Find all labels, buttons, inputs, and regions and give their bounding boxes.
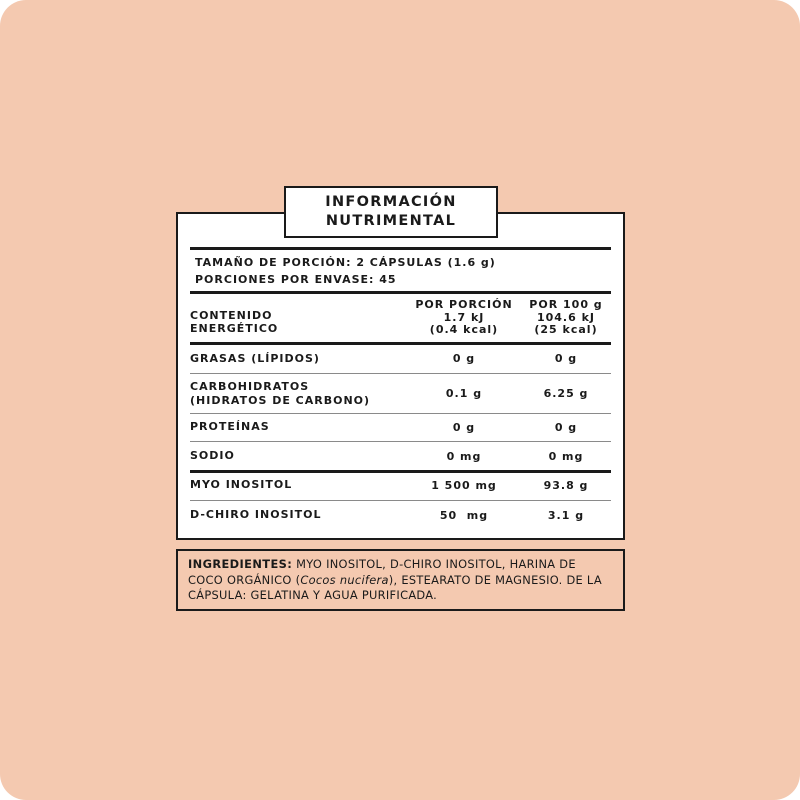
row-myo-inositol-name: MYO INOSITOL (190, 478, 293, 491)
row-myo-inositol-per-100g: 93.8 g (543, 479, 589, 492)
servings-per-container: PORCIONES POR ENVASE: 45 (195, 273, 397, 286)
energy-per-100g-kcal: (25 kcal) (534, 323, 598, 336)
energy-per-serving-kcal: (0.4 kcal) (429, 323, 499, 336)
row-fats-per-100g: 0 g (554, 352, 578, 365)
energy-per-serving-kj: 1.7 kJ (443, 311, 485, 324)
title-box (284, 186, 498, 238)
energy-label-line-1: CONTENIDO (190, 309, 273, 322)
row-sodium-per-serving: 0 mg (446, 450, 482, 463)
title-line-1: INFORMACIÓN (325, 194, 457, 210)
ingredients-scientific-name: Cocos nucifera (300, 572, 389, 587)
ingredients-list-part-2: ), ESTEARATO DE MAGNESIO. DE LA CÁPSULA: GELATINA Y AGUA PURIFICADA. (188, 572, 602, 602)
row-carbs-per-100g: 6.25 g (543, 387, 589, 400)
row-d-chiro-inositol-per-serving: 50 mg (439, 509, 489, 522)
energy-label-line-2: ENERGÉTICO (190, 322, 279, 335)
divider-row (190, 500, 611, 501)
row-d-chiro-inositol-name: D-CHIRO INOSITOL (190, 508, 322, 521)
row-protein-per-serving: 0 g (452, 421, 476, 434)
title-line-2: NUTRIMENTAL (325, 213, 457, 229)
ingredients-list-part-1: MYO INOSITOL, D-CHIRO INOSITOL, HARINA DE COCO ORGÁNICO ( (188, 557, 576, 587)
row-protein-per-100g: 0 g (554, 421, 578, 434)
serving-size: TAMAÑO DE PORCIÓN: 2 CÁPSULAS (1.6 g) (195, 256, 496, 269)
row-d-chiro-inositol-per-100g: 3.1 g (547, 509, 585, 522)
energy-per-100g-kj: 104.6 kJ (536, 311, 596, 324)
ingredients-text (188, 557, 613, 604)
row-myo-inositol-per-serving: 1 500 mg (431, 479, 497, 492)
row-carbs-per-serving: 0.1 g (445, 387, 483, 400)
divider-row (190, 441, 611, 442)
divider-serving (190, 291, 611, 294)
divider-row (190, 373, 611, 374)
row-fats-name: GRASAS (LÍPIDOS) (190, 352, 320, 365)
row-protein-name: PROTEÍNAS (190, 420, 270, 433)
divider-top (190, 247, 611, 250)
nutrition-facts-panel (176, 212, 625, 540)
row-sodium-per-100g: 0 mg (548, 450, 584, 463)
divider-row (190, 413, 611, 414)
row-carbs-name: CARBOHIDRATOS (190, 380, 310, 393)
row-sodium-name: SODIO (190, 449, 235, 462)
ingredients-box (176, 549, 625, 611)
column-header-per-serving: POR PORCIÓN (415, 298, 513, 311)
column-header-per-100g: POR 100 g (529, 298, 603, 311)
divider-energy (190, 342, 611, 345)
row-fats-per-serving: 0 g (452, 352, 476, 365)
ingredients-heading: INGREDIENTES: (188, 557, 293, 571)
row-carbs-name-2: (HIDRATOS DE CARBONO) (190, 394, 371, 407)
divider-supplements (190, 470, 611, 473)
